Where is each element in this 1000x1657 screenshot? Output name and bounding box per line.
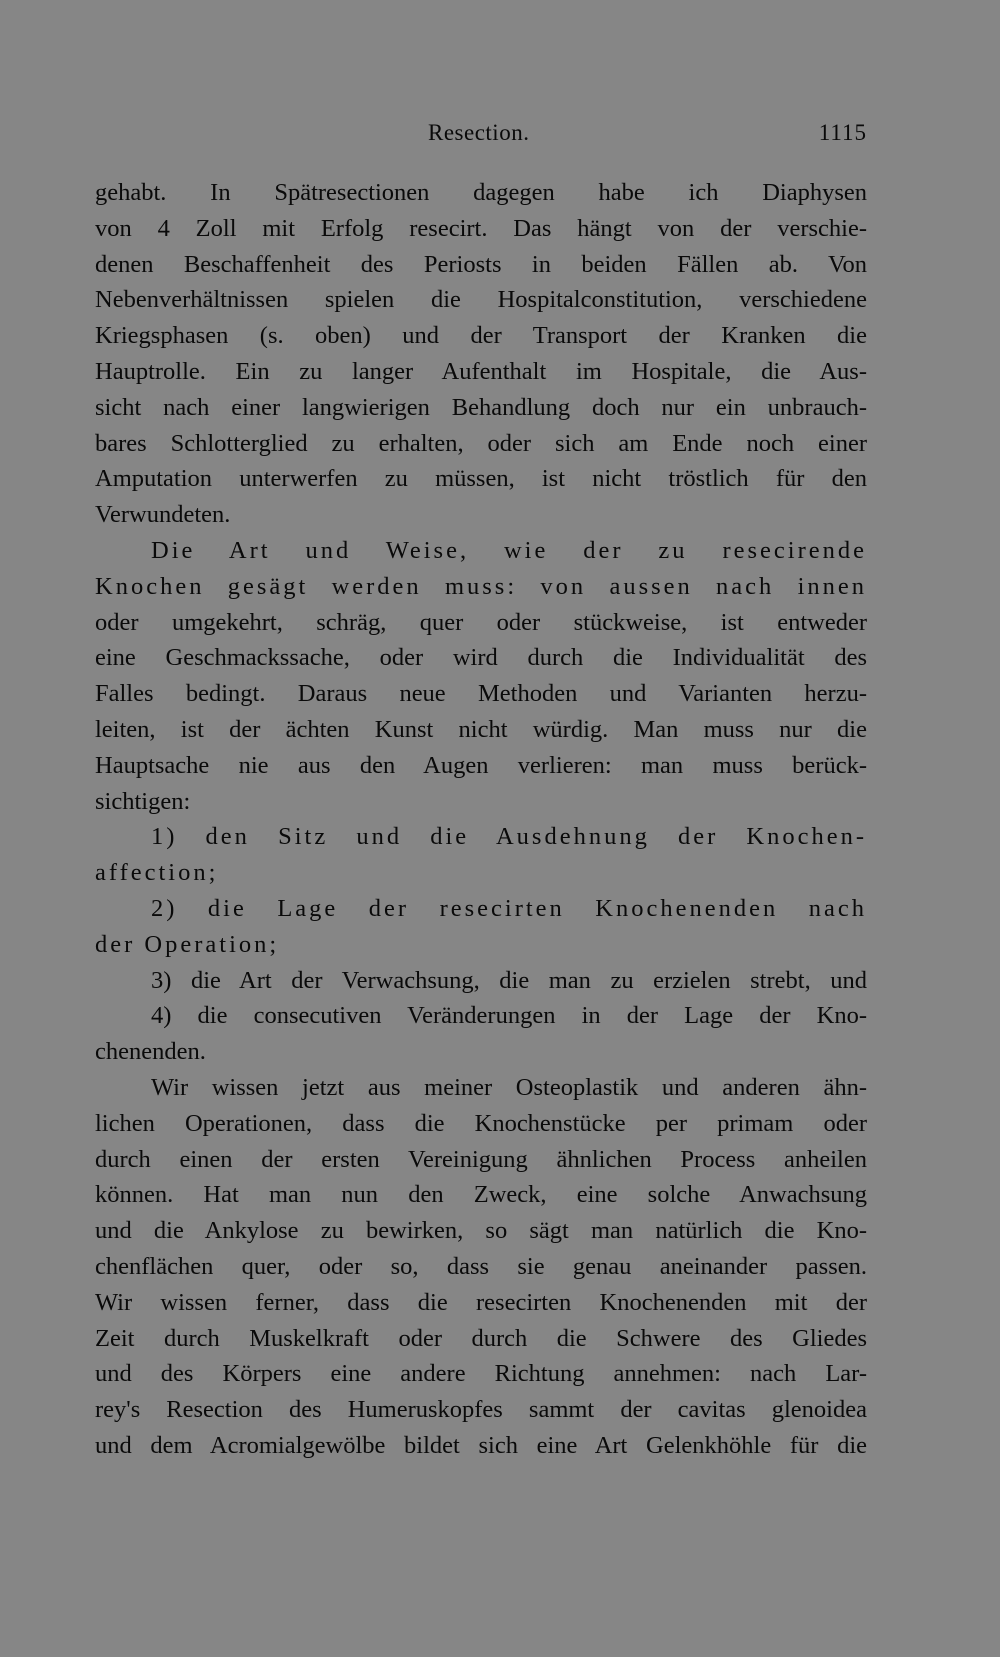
text-line: chenflächen quer, oder so, dass sie genau aneinander passen. bbox=[95, 1252, 867, 1280]
text-line: Hauptsache nie aus den Augen verlieren: man muss berück- bbox=[95, 751, 867, 779]
text-line: von 4 Zoll mit Erfolg resecirt. Das hängt von der verschie- bbox=[95, 214, 867, 242]
text-line: lichen Operationen, dass die Knochenstücke per primam oder bbox=[95, 1109, 867, 1137]
text-line: Zeit durch Muskelkraft oder durch die Schwere des Gliedes bbox=[95, 1324, 867, 1352]
running-head bbox=[95, 120, 867, 150]
text-line: Wir wissen jetzt aus meiner Osteoplastik und anderen ähn- bbox=[151, 1073, 867, 1101]
text-line: Verwundeten. bbox=[95, 501, 231, 529]
text-line: Kriegsphasen (s. oben) und der Transport der Kranken die bbox=[95, 322, 867, 350]
text-line: rey's Resection des Humeruskopfes sammt der cavitas glenoidea bbox=[95, 1396, 867, 1424]
text-line: Amputation unterwerfen zu müssen, ist nicht tröstlich für den bbox=[95, 465, 867, 493]
text-line: oder umgekehrt, schräg, quer oder stückweise, ist entweder bbox=[95, 608, 867, 636]
page-number: 1115 bbox=[818, 120, 867, 145]
text-line: bares Schlotterglied zu erhalten, oder sich am Ende noch einer bbox=[95, 429, 867, 457]
body-text bbox=[95, 175, 867, 1464]
text-line: können. Hat man nun den Zweck, eine solche Anwachsung bbox=[95, 1181, 867, 1209]
text-line: chenenden. bbox=[95, 1038, 206, 1066]
text-line: der Operation; bbox=[95, 930, 280, 958]
text-line: und die Ankylose zu bewirken, so sägt man natürlich die Kno- bbox=[95, 1217, 867, 1245]
text-line: Wir wissen ferner, dass die resecirten Knochenenden mit der bbox=[95, 1288, 867, 1316]
text-line: Nebenverhältnissen spielen die Hospitalconstitution, verschiedene bbox=[95, 286, 867, 314]
text-line: affection; bbox=[95, 859, 219, 887]
list-item: 2) die Lage der resecirten Knochenenden nach bbox=[151, 894, 867, 922]
text-line: denen Beschaffenheit des Periosts in beiden Fällen ab. Von bbox=[95, 250, 867, 278]
text-line: sichtigen: bbox=[95, 787, 191, 815]
text-line: Hauptrolle. Ein zu langer Aufenthalt im Hospitale, die Aus- bbox=[95, 357, 867, 385]
text-line: gehabt. In Spätresectionen dagegen habe ich Diaphysen bbox=[95, 179, 867, 206]
text-line: Falles bedingt. Daraus neue Methoden und Varianten herzu- bbox=[95, 680, 867, 708]
text-line: durch einen der ersten Vereinigung ähnlichen Process anheilen bbox=[95, 1145, 867, 1173]
text-line: und des Körpers eine andere Richtung annehmen: nach Lar- bbox=[95, 1360, 867, 1388]
running-title: Resection. bbox=[428, 120, 530, 145]
text-line: und dem Acromialgewölbe bildet sich eine Art Gelenkhöhle für die bbox=[95, 1431, 867, 1459]
text-line: sicht nach einer langwierigen Behandlung doch nur ein unbrauch- bbox=[95, 393, 867, 421]
text-line: eine Geschmackssache, oder wird durch die Individualität des bbox=[95, 644, 867, 672]
text-line: Knochen gesägt werden muss: von aussen nach innen bbox=[95, 572, 867, 600]
text-line: Die Art und Weise, wie der zu resecirende bbox=[151, 536, 867, 564]
text-line: leiten, ist der ächten Kunst nicht würdig. Man muss nur die bbox=[95, 715, 867, 743]
list-item: 4) die consecutiven Veränderungen in der Lage der Kno- bbox=[151, 1002, 867, 1030]
list-item: 1) den Sitz und die Ausdehnung der Knochen- bbox=[151, 823, 867, 851]
list-item: 3) die Art der Verwachsung, die man zu erzielen strebt, und bbox=[151, 966, 867, 994]
